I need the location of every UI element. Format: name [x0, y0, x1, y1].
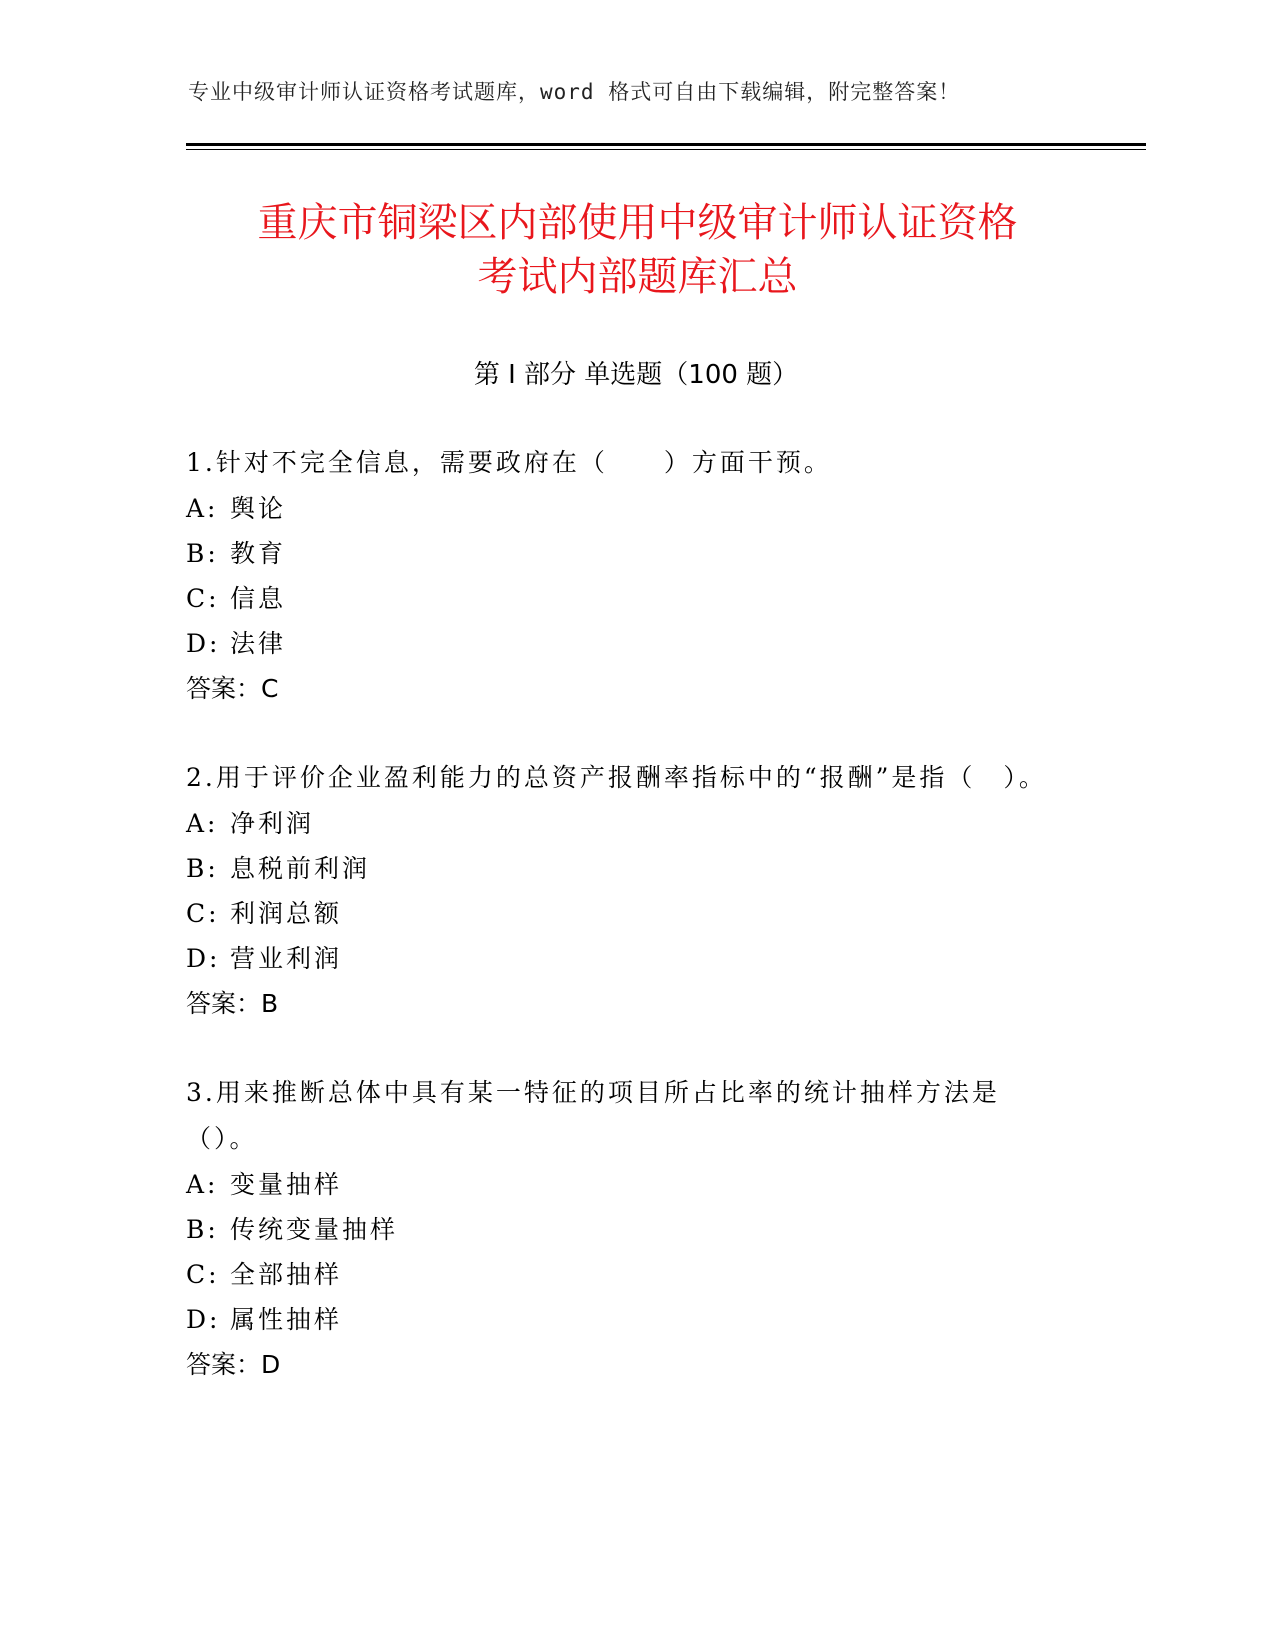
- question-1: [186, 440, 1066, 712]
- option-text: 净利润: [230, 809, 315, 838]
- question-stem: 3.用来推断总体中具有某一特征的项目所占比率的统计抽样方法是（）。: [186, 1078, 1000, 1153]
- answer-line: 答案：D: [186, 1350, 281, 1379]
- answer-line: 答案：C: [186, 674, 279, 703]
- option-key: D:: [186, 1305, 221, 1334]
- option-text: 信息: [230, 584, 287, 613]
- question-stem: 2.用于评价企业盈利能力的总资产报酬率指标中的“报酬”是指（ ）。: [186, 763, 1047, 792]
- option-key: A:: [186, 494, 219, 523]
- option-text: 教育: [230, 539, 287, 568]
- question-list: [186, 440, 1066, 1388]
- option-text: 全部抽样: [230, 1260, 343, 1289]
- question-3: [186, 1070, 1066, 1388]
- question-stem: 1.针对不完全信息，需要政府在（ ）方面干预。: [186, 448, 832, 477]
- document-title-line-1: 重庆市铜梁区内部使用中级审计师认证资格: [257, 200, 1018, 246]
- header-divider-thick: [186, 143, 1146, 146]
- option-key: B:: [186, 539, 219, 568]
- option-key: B:: [186, 854, 219, 883]
- option-text: 营业利润: [230, 944, 343, 973]
- option-text: 传统变量抽样: [230, 1215, 399, 1244]
- option-text: 利润总额: [230, 899, 343, 928]
- option-key: C:: [186, 899, 220, 928]
- question-2: [186, 755, 1066, 1027]
- option-a: [186, 801, 1066, 846]
- question-spacer: [186, 1027, 1066, 1070]
- option-text: 舆论: [230, 494, 287, 523]
- option-d: [186, 621, 1066, 666]
- option-c: [186, 891, 1066, 936]
- option-a: [186, 486, 1066, 531]
- option-d: [186, 936, 1066, 981]
- option-d: [186, 1297, 1066, 1342]
- header-divider-thin: [186, 149, 1146, 150]
- option-key: C:: [186, 584, 220, 613]
- option-key: D:: [186, 629, 221, 658]
- question-spacer: [186, 712, 1066, 755]
- option-key: A:: [186, 1170, 219, 1199]
- option-b: [186, 531, 1066, 576]
- option-text: 属性抽样: [230, 1305, 343, 1334]
- answer-line: 答案：B: [186, 989, 279, 1018]
- option-a: [186, 1162, 1066, 1207]
- section-heading: 第 I 部分 单选题（100 题）: [473, 360, 799, 390]
- option-text: 息税前利润: [230, 854, 371, 883]
- document-title: [150, 196, 1125, 304]
- option-b: [186, 846, 1066, 891]
- option-c: [186, 576, 1066, 621]
- option-key: C:: [186, 1260, 220, 1289]
- document-title-line-2: 考试内部题库汇总: [477, 254, 798, 300]
- option-text: 变量抽样: [230, 1170, 343, 1199]
- header-note: 专业中级审计师认证资格考试题库，word 格式可自由下载编辑，附完整答案！: [188, 80, 961, 104]
- option-key: D:: [186, 944, 221, 973]
- option-b: [186, 1207, 1066, 1252]
- option-key: B:: [186, 1215, 219, 1244]
- option-c: [186, 1252, 1066, 1297]
- option-text: 法律: [230, 629, 287, 658]
- option-key: A:: [186, 809, 219, 838]
